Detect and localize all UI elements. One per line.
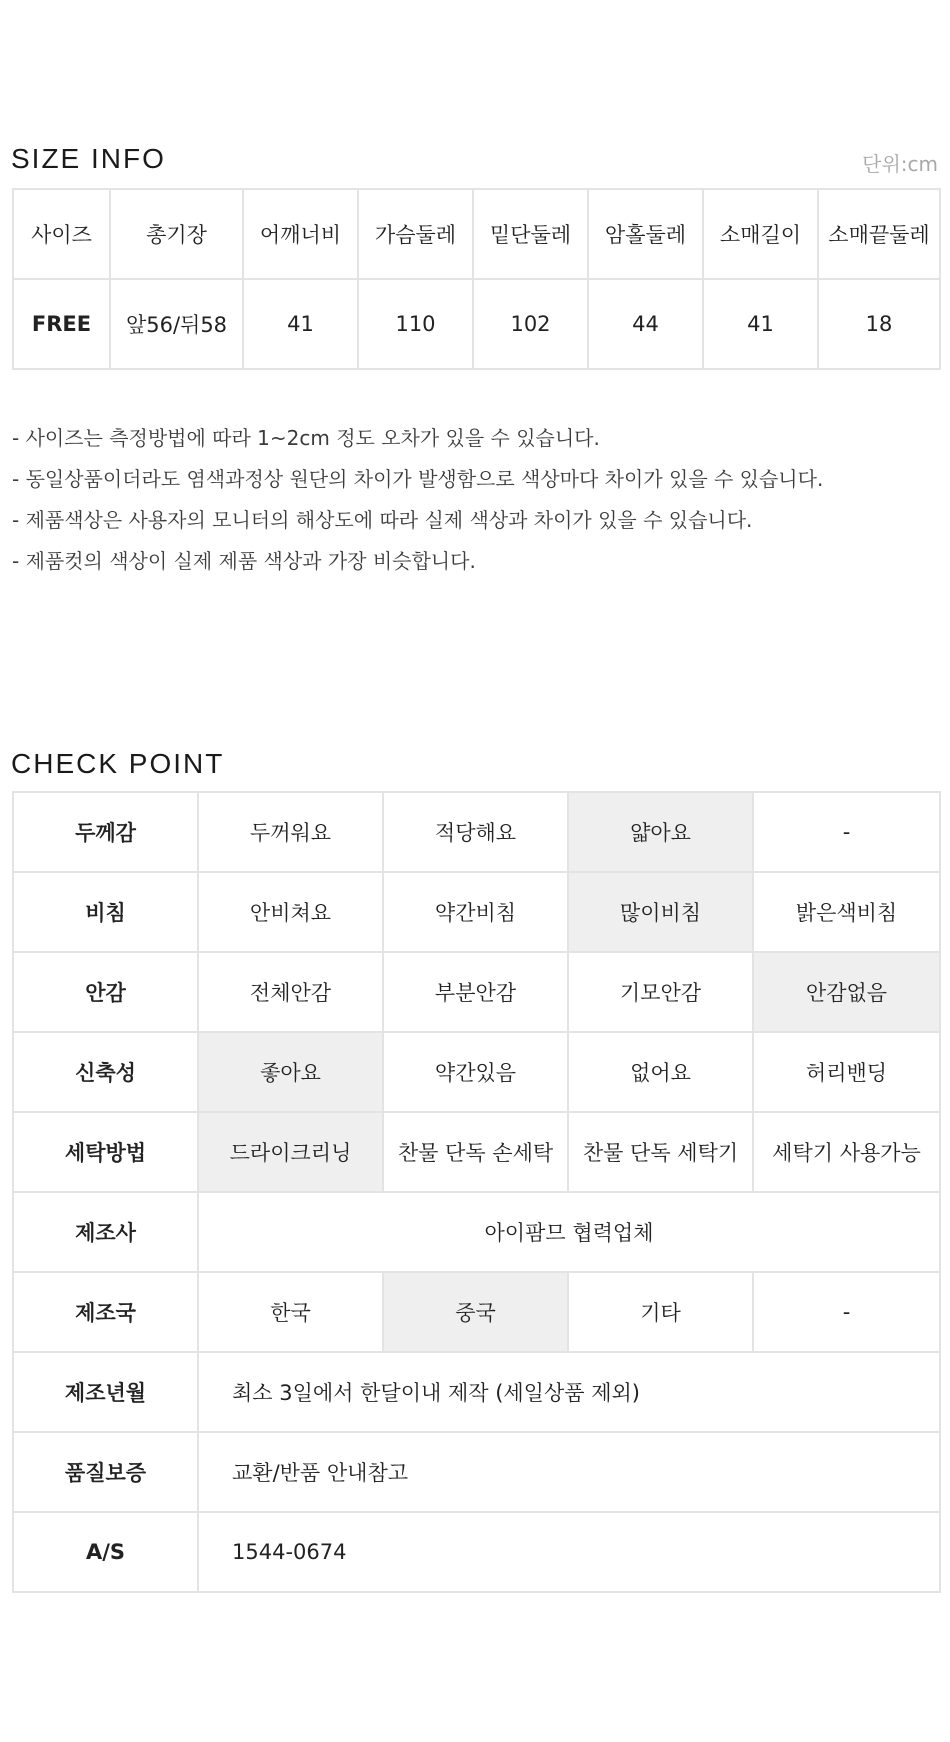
- note-item: - 제품색상은 사용자의 모니터의 해상도에 따라 실제 색상과 차이가 있을 수 있습니다.: [12, 508, 753, 532]
- size-notes: [12, 418, 823, 582]
- check-option: 찬물 단독 손세탁: [383, 1112, 568, 1192]
- size-header-cell: 총기장: [110, 189, 243, 279]
- size-value-cell: 41: [243, 279, 358, 369]
- check-option: 한국: [198, 1272, 383, 1352]
- check-option: 전체안감: [198, 952, 383, 1032]
- check-option: 약간비침: [383, 872, 568, 952]
- check-row: [13, 1112, 940, 1192]
- check-row-label: 품질보증: [13, 1432, 198, 1512]
- check-value: 1544-0674: [198, 1512, 940, 1592]
- check-row: [13, 1432, 940, 1512]
- check-row: [13, 1272, 940, 1352]
- check-option: 찬물 단독 세탁기: [568, 1112, 753, 1192]
- size-header-cell: 밑단둘레: [473, 189, 588, 279]
- check-row: [13, 872, 940, 952]
- check-option: 없어요: [568, 1032, 753, 1112]
- size-header-cell: 소매길이: [703, 189, 818, 279]
- check-option: 밝은색비침: [753, 872, 940, 952]
- check-row: [13, 1192, 940, 1272]
- note-item: - 동일상품이더라도 염색과정상 원단의 차이가 발생함으로 색상마다 차이가 있을 수 있습니다.: [12, 467, 824, 491]
- check-option: 안감없음: [753, 952, 940, 1032]
- size-value-cell: 102: [473, 279, 588, 369]
- check-value: 최소 3일에서 한달이내 제작 (세일상품 제외): [198, 1352, 940, 1432]
- check-point-table: [12, 791, 941, 1593]
- check-row-label: 세탁방법: [13, 1112, 198, 1192]
- unit-label: 단위:cm: [862, 152, 938, 176]
- check-row: [13, 1512, 940, 1592]
- size-header-cell: 어깨너비: [243, 189, 358, 279]
- size-name-cell: FREE: [13, 279, 110, 369]
- check-row-label: 제조국: [13, 1272, 198, 1352]
- size-header-cell: 소매끝둘레: [818, 189, 940, 279]
- check-point-title: CHECK POINT: [11, 748, 225, 779]
- check-row-label: 신축성: [13, 1032, 198, 1112]
- note-item: - 사이즈는 측정방법에 따라 1~2cm 정도 오차가 있을 수 있습니다.: [12, 426, 600, 450]
- check-value: 교환/반품 안내참고: [198, 1432, 940, 1512]
- check-option: -: [753, 1272, 940, 1352]
- check-row-label: 비침: [13, 872, 198, 952]
- check-row-label: 제조년월: [13, 1352, 198, 1432]
- check-option: 약간있음: [383, 1032, 568, 1112]
- check-option: 안비쳐요: [198, 872, 383, 952]
- check-option: 드라이크리닝: [198, 1112, 383, 1192]
- size-header-cell: 사이즈: [13, 189, 110, 279]
- size-value-cell: 18: [818, 279, 940, 369]
- check-option: 얇아요: [568, 792, 753, 872]
- size-header-row: [13, 189, 940, 279]
- note-item: - 제품컷의 색상이 실제 제품 색상과 가장 비슷합니다.: [12, 549, 476, 573]
- check-option: -: [753, 792, 940, 872]
- check-option: 많이비침: [568, 872, 753, 952]
- size-header-cell: 가슴둘레: [358, 189, 473, 279]
- check-row: [13, 1032, 940, 1112]
- check-option: 허리밴딩: [753, 1032, 940, 1112]
- size-value-cell: 44: [588, 279, 703, 369]
- check-row: [13, 1352, 940, 1432]
- check-option: 기타: [568, 1272, 753, 1352]
- check-option: 부분안감: [383, 952, 568, 1032]
- check-row: [13, 792, 940, 872]
- check-row-label: A/S: [13, 1512, 198, 1592]
- check-option: 두꺼워요: [198, 792, 383, 872]
- check-row-label: 두께감: [13, 792, 198, 872]
- size-data-row: [13, 279, 940, 369]
- size-value-cell: 110: [358, 279, 473, 369]
- size-table: [12, 188, 941, 370]
- size-value-cell: 41: [703, 279, 818, 369]
- check-option: 중국: [383, 1272, 568, 1352]
- size-header-cell: 암홀둘레: [588, 189, 703, 279]
- check-row-label: 안감: [13, 952, 198, 1032]
- check-value: 아이팜므 협력업체: [198, 1192, 940, 1272]
- size-info-title: SIZE INFO: [11, 143, 166, 174]
- check-option: 기모안감: [568, 952, 753, 1032]
- check-row-label: 제조사: [13, 1192, 198, 1272]
- check-row: [13, 952, 940, 1032]
- check-option: 좋아요: [198, 1032, 383, 1112]
- check-option: 세탁기 사용가능: [753, 1112, 940, 1192]
- size-value-cell: 앞56/뒤58: [110, 279, 243, 369]
- check-option: 적당해요: [383, 792, 568, 872]
